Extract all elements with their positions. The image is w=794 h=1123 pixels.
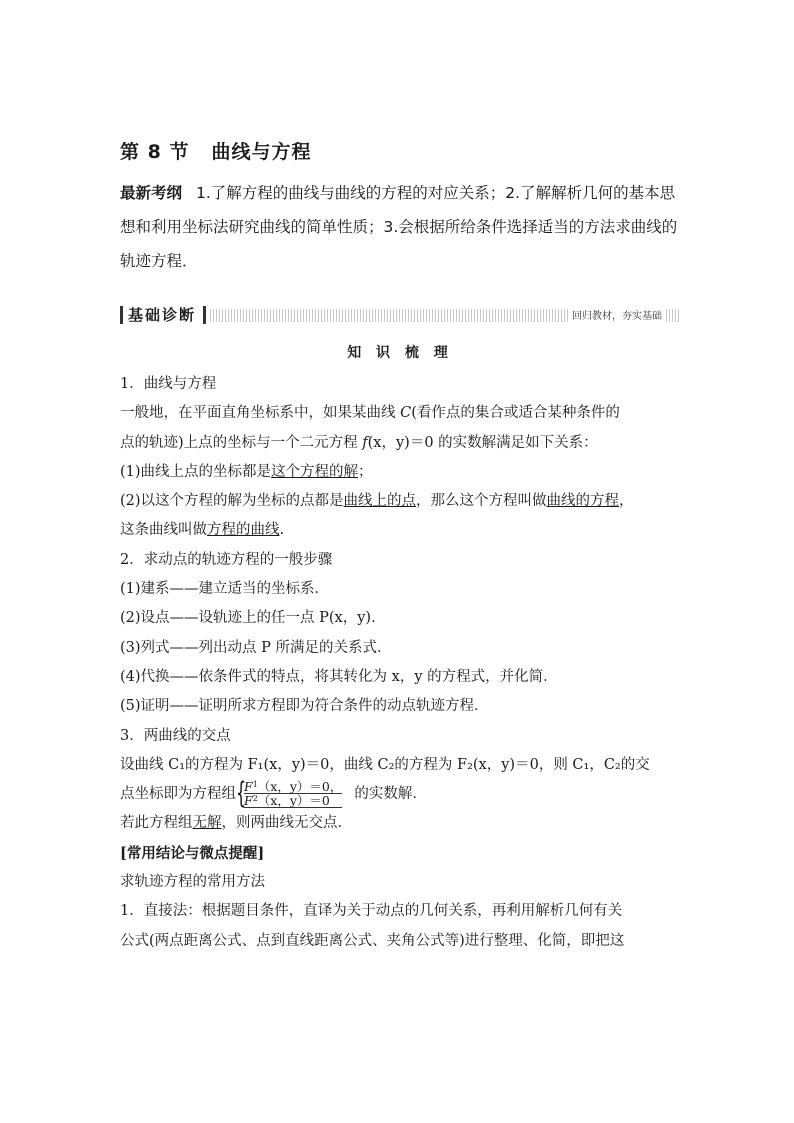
section-title xyxy=(120,137,311,164)
s2-step-2: (2)设点——设轨迹上的任一点 P(x，y)． xyxy=(120,610,386,627)
s1-item-1: (1)曲线上点的坐标都是这个方程的解； xyxy=(120,463,373,480)
s3-line-3: 若此方程组无解，则两曲线无交点． xyxy=(120,815,352,832)
s2-heading: 2．求动点的轨迹方程的一般步骤 xyxy=(120,551,333,568)
tips-line-2: 公式(两点距离公式、点到直线距离公式、夹角公式等)进行整理、化简，即把这 xyxy=(120,932,625,949)
s1-item-2: (2)以这个方程的解为坐标的点都是曲线上的点，那么这个方程叫做曲线的方程， xyxy=(120,493,634,510)
s3-line-2: 点坐标即为方程组 { $F^1(x$，y）＝0， $F^2(x$，y）＝0 的实数解． xyxy=(120,776,427,811)
section-name: 曲线与方程 xyxy=(211,141,312,163)
s3-line-1: 设曲线 C₁的方程为 F₁(x，y)＝0，曲线 C₂的方程为 F₂(x，y)＝0，则 C₁，C₂的交 xyxy=(120,756,650,773)
equation-2: $F^2(x$，y）＝0 xyxy=(244,794,342,808)
equation-1: $F^1(x$，y）＝0， xyxy=(244,779,343,795)
tips-heading: [常用结论与微点提醒] xyxy=(120,844,265,862)
banner-subtitle: 回归教材，夯实基础 xyxy=(568,307,666,322)
basic-diagnosis-banner xyxy=(120,304,680,326)
banner-bar-right xyxy=(203,306,206,324)
brace-symbol: { xyxy=(236,776,247,811)
banner-label: 基础诊断 xyxy=(128,306,197,324)
section-number: 第 8 节 xyxy=(120,141,190,163)
s2-step-3: (3)列式——列出动点 P 所满足的关系式． xyxy=(120,639,392,656)
s1-heading: 1．曲线与方程 xyxy=(120,376,217,392)
knowledge-heading: 知 识 梳 理 xyxy=(347,345,453,361)
body-text xyxy=(120,370,680,956)
equation-system xyxy=(236,776,354,811)
s1-item-2-cont: 这条曲线叫做方程的曲线. xyxy=(120,522,285,539)
s1-para-line2: 点的轨迹)上点的坐标与一个二元方程 f(x，y)＝0 的实数解满足如下关系： xyxy=(120,434,598,451)
tips-line-1: 1．直接法：根据题目条件，直译为关于动点的几何关系，再利用解析几何有关 xyxy=(120,903,623,920)
s2-step-5: (5)证明——证明所求方程即为符合条件的动点轨迹方程． xyxy=(120,698,489,715)
s2-step-1: (1)建系——建立适当的坐标系． xyxy=(120,581,330,598)
outline-text: 1.了解方程的曲线与曲线的方程的对应关系；2.了解解析几何的基本思想和利用坐标法研究曲线的简单性质；3.会根据所给条件选择适当的方法求曲线的轨迹方程． xyxy=(120,184,678,270)
banner-bar-left xyxy=(120,306,123,324)
exam-outline xyxy=(120,176,680,278)
s3-heading: 3．两曲线的交点 xyxy=(120,727,231,744)
tips-subheading: 求轨迹方程的常用方法 xyxy=(120,874,265,891)
outline-label: 最新考纲 xyxy=(120,184,183,202)
s2-step-4: (4)代换——依条件式的特点，将其转化为 x，y 的方程式，并化简． xyxy=(120,668,558,685)
s1-para-line1: 一般地，在平面直角坐标系中，如果某曲线 C(看作点的集合或适合某种条件的 xyxy=(120,405,620,422)
